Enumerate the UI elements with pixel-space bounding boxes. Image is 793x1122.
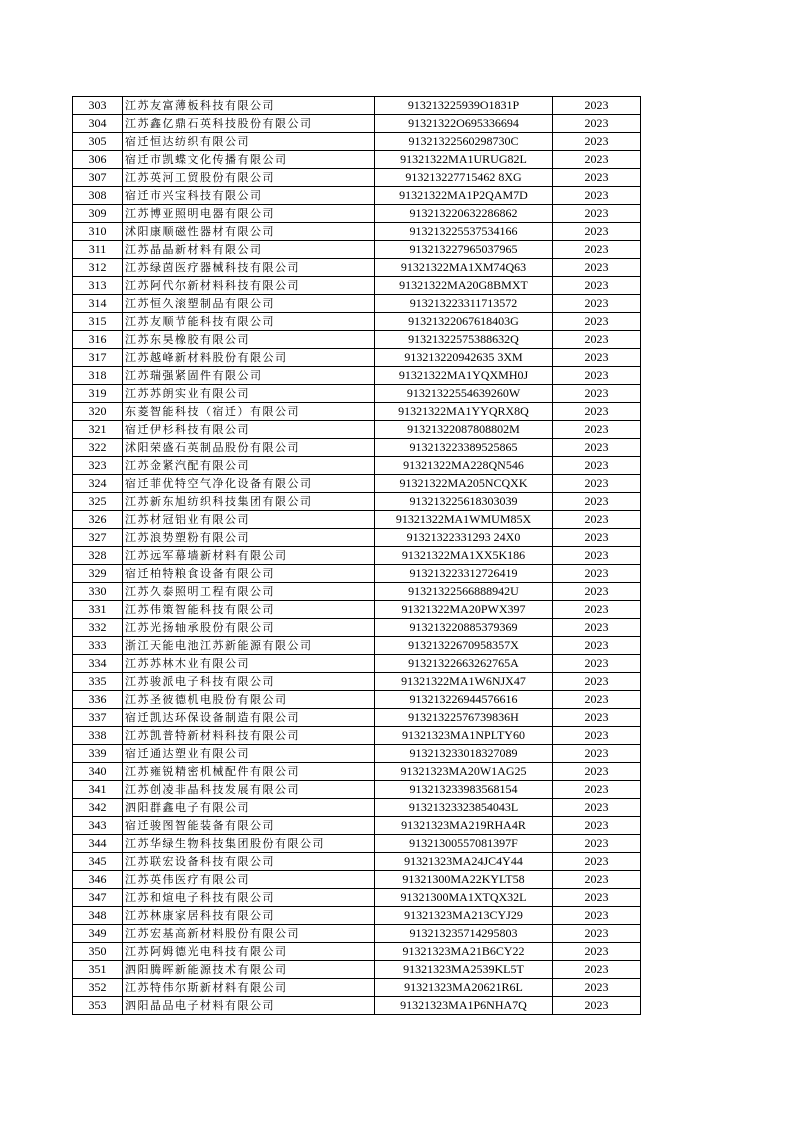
year-cell: 2023 [553,727,641,745]
row-number: 352 [73,979,123,997]
row-number: 308 [73,187,123,205]
credit-code: 913213233018327089 [375,745,553,763]
company-name: 江苏绿茵医疗器械科技有限公司 [123,259,375,277]
year-cell: 2023 [553,421,641,439]
table-row [73,115,641,133]
credit-code: 91321322576739836H [375,709,553,727]
row-number: 322 [73,439,123,457]
table-row [73,853,641,871]
credit-code: 913213220942635 3XM [375,349,553,367]
row-number: 335 [73,673,123,691]
row-number: 336 [73,691,123,709]
company-name: 江苏凯普特新材料科技有限公司 [123,727,375,745]
year-cell: 2023 [553,907,641,925]
company-name: 江苏创凌非晶科技发展有限公司 [123,781,375,799]
row-number: 337 [73,709,123,727]
credit-code: 913213233983568154 [375,781,553,799]
credit-code: 91321300MA22KYLT58 [375,871,553,889]
company-name: 宿迁伊杉科技有限公司 [123,421,375,439]
table-row [73,223,641,241]
credit-code: 91321322MA1P2QAM7D [375,187,553,205]
year-cell: 2023 [553,313,641,331]
table-row [73,511,641,529]
company-name: 江苏苏朗实业有限公司 [123,385,375,403]
company-name: 江苏阿姆德光电科技有限公司 [123,943,375,961]
row-number: 330 [73,583,123,601]
row-number: 312 [73,259,123,277]
credit-code: 91321322O695336694 [375,115,553,133]
year-cell: 2023 [553,529,641,547]
row-number: 303 [73,97,123,115]
row-number: 329 [73,565,123,583]
company-name: 江苏联宏设备科技有限公司 [123,853,375,871]
company-name: 浙江天能电池江苏新能源有限公司 [123,637,375,655]
company-name: 江苏瑞强紧固件有限公司 [123,367,375,385]
table-row [73,889,641,907]
table-row [73,871,641,889]
table-row [73,907,641,925]
company-name: 江苏远军幕墙新材料有限公司 [123,547,375,565]
company-name: 泗阳晶品电子材料有限公司 [123,997,375,1015]
credit-code: 91321323MA21B6CY22 [375,943,553,961]
year-cell: 2023 [553,403,641,421]
company-name: 东菱智能科技（宿迁）有限公司 [123,403,375,421]
company-name: 泗阳群鑫电子有限公司 [123,799,375,817]
row-number: 325 [73,493,123,511]
year-cell: 2023 [553,997,641,1015]
credit-code: 91321322MA1XX5K186 [375,547,553,565]
row-number: 344 [73,835,123,853]
company-name: 江苏伟策智能科技有限公司 [123,601,375,619]
company-name: 江苏苏林木业有限公司 [123,655,375,673]
table-row [73,799,641,817]
row-number: 323 [73,457,123,475]
company-name: 江苏金紧汽配有限公司 [123,457,375,475]
year-cell: 2023 [553,277,641,295]
row-number: 341 [73,781,123,799]
credit-code: 91321323MA20621R6L [375,979,553,997]
credit-code: 913213225618303039 [375,493,553,511]
company-name: 江苏英伟医疗有限公司 [123,871,375,889]
table-row [73,403,641,421]
company-name: 江苏恒久滚塑制品有限公司 [123,295,375,313]
table-row [73,601,641,619]
credit-code: 91321323MA219RHA4R [375,817,553,835]
table-row [73,367,641,385]
table-row [73,583,641,601]
year-cell: 2023 [553,583,641,601]
company-name: 江苏宏基高新材料股份有限公司 [123,925,375,943]
credit-code: 913213235714295803 [375,925,553,943]
year-cell: 2023 [553,835,641,853]
table-row [73,637,641,655]
table-row [73,331,641,349]
credit-code: 91321322560298730C [375,133,553,151]
table-row [73,925,641,943]
table-row [73,475,641,493]
table-row [73,349,641,367]
year-cell: 2023 [553,979,641,997]
table-row [73,241,641,259]
company-name: 宿迁凯达环保设备制造有限公司 [123,709,375,727]
credit-code: 91321323MA20W1AG25 [375,763,553,781]
row-number: 307 [73,169,123,187]
company-name: 江苏久泰照明工程有限公司 [123,583,375,601]
credit-code: 91321322663262765A [375,655,553,673]
credit-code: 91321300557081397F [375,835,553,853]
year-cell: 2023 [553,709,641,727]
credit-code: 91321322MA1URUG82L [375,151,553,169]
year-cell: 2023 [553,223,641,241]
row-number: 311 [73,241,123,259]
company-list-table [72,96,641,1015]
credit-code: 913213225939O1831P [375,97,553,115]
year-cell: 2023 [553,511,641,529]
year-cell: 2023 [553,889,641,907]
table-row [73,205,641,223]
table-row [73,943,641,961]
year-cell: 2023 [553,799,641,817]
year-cell: 2023 [553,871,641,889]
row-number: 350 [73,943,123,961]
table-row [73,817,641,835]
year-cell: 2023 [553,745,641,763]
credit-code: 91321322MA1W6NJX47 [375,673,553,691]
company-name: 宿迁市凯蝶文化传播有限公司 [123,151,375,169]
table-row [73,493,641,511]
row-number: 306 [73,151,123,169]
year-cell: 2023 [553,547,641,565]
year-cell: 2023 [553,385,641,403]
row-number: 319 [73,385,123,403]
row-number: 313 [73,277,123,295]
company-name: 江苏特伟尔斯新材料有限公司 [123,979,375,997]
credit-code: 913213223311713572 [375,295,553,313]
row-number: 309 [73,205,123,223]
table-row [73,709,641,727]
row-number: 314 [73,295,123,313]
year-cell: 2023 [553,655,641,673]
company-name: 江苏晶晶新材料有限公司 [123,241,375,259]
credit-code: 91321322MA1YYQRX8Q [375,403,553,421]
row-number: 310 [73,223,123,241]
company-list-body [73,97,641,1015]
company-name: 江苏鑫亿鼎石英科技股份有限公司 [123,115,375,133]
credit-code: 91321323323854043L [375,799,553,817]
company-name: 江苏浪势塑粉有限公司 [123,529,375,547]
row-number: 338 [73,727,123,745]
table-row [73,727,641,745]
table-row [73,961,641,979]
credit-code: 91321322MA1WMUM85X [375,511,553,529]
company-name: 江苏华绿生物科技集团股份有限公司 [123,835,375,853]
year-cell: 2023 [553,493,641,511]
row-number: 343 [73,817,123,835]
year-cell: 2023 [553,241,641,259]
year-cell: 2023 [553,295,641,313]
company-name: 江苏光扬轴承股份有限公司 [123,619,375,637]
credit-code: 913213223389525865 [375,439,553,457]
credit-code: 913213225537534166 [375,223,553,241]
credit-code: 91321322MA228QN546 [375,457,553,475]
row-number: 304 [73,115,123,133]
table-row [73,313,641,331]
company-name: 江苏和煊电子科技有限公司 [123,889,375,907]
company-name: 江苏友富薄板科技有限公司 [123,97,375,115]
table-row [73,277,641,295]
credit-code: 91321322331293 24X0 [375,529,553,547]
company-name: 江苏新东旭纺织科技集团有限公司 [123,493,375,511]
row-number: 349 [73,925,123,943]
credit-code: 91321300MA1XTQX32L [375,889,553,907]
table-row [73,133,641,151]
table-row [73,187,641,205]
table-row [73,421,641,439]
credit-code: 913213227965037965 [375,241,553,259]
table-row [73,763,641,781]
year-cell: 2023 [553,817,641,835]
credit-code: 91321322MA1XM74Q63 [375,259,553,277]
year-cell: 2023 [553,691,641,709]
row-number: 316 [73,331,123,349]
row-number: 333 [73,637,123,655]
table-row [73,655,641,673]
table-row [73,169,641,187]
year-cell: 2023 [553,97,641,115]
table-row [73,691,641,709]
company-name: 江苏骏派电子科技有限公司 [123,673,375,691]
year-cell: 2023 [553,601,641,619]
year-cell: 2023 [553,205,641,223]
row-number: 346 [73,871,123,889]
credit-code: 91321322087808802M [375,421,553,439]
year-cell: 2023 [553,961,641,979]
company-name: 江苏友顺节能科技有限公司 [123,313,375,331]
row-number: 334 [73,655,123,673]
credit-code: 91321323MA213CYJ29 [375,907,553,925]
year-cell: 2023 [553,151,641,169]
company-name: 江苏雍锐精密机械配件有限公司 [123,763,375,781]
company-name: 宿迁通达塑业有限公司 [123,745,375,763]
year-cell: 2023 [553,187,641,205]
credit-code: 913213226944576616 [375,691,553,709]
row-number: 324 [73,475,123,493]
credit-code: 91321322575388632Q [375,331,553,349]
year-cell: 2023 [553,133,641,151]
credit-code: 91321323MA2539KL5T [375,961,553,979]
year-cell: 2023 [553,619,641,637]
year-cell: 2023 [553,115,641,133]
credit-code: 913213223312726419 [375,565,553,583]
row-number: 318 [73,367,123,385]
row-number: 305 [73,133,123,151]
company-name: 江苏越峰新材料股份有限公司 [123,349,375,367]
credit-code: 91321322670958357X [375,637,553,655]
table-row [73,781,641,799]
credit-code: 91321322067618403G [375,313,553,331]
credit-code: 91321322MA205NCQXK [375,475,553,493]
row-number: 345 [73,853,123,871]
table-row [73,979,641,997]
table-row [73,673,641,691]
year-cell: 2023 [553,637,641,655]
credit-code: 91321322566888942U [375,583,553,601]
credit-code: 91321323MA1NPLTY60 [375,727,553,745]
row-number: 321 [73,421,123,439]
table-row [73,457,641,475]
credit-code: 913213220885379369 [375,619,553,637]
company-name: 沭阳荣盛石英制品股份有限公司 [123,439,375,457]
company-name: 江苏材冠铝业有限公司 [123,511,375,529]
table-row [73,529,641,547]
company-name: 宿迁柏特粮食设备有限公司 [123,565,375,583]
year-cell: 2023 [553,943,641,961]
year-cell: 2023 [553,925,641,943]
year-cell: 2023 [553,853,641,871]
credit-code: 91321322MA1YQXMH0J [375,367,553,385]
row-number: 348 [73,907,123,925]
row-number: 340 [73,763,123,781]
year-cell: 2023 [553,565,641,583]
year-cell: 2023 [553,673,641,691]
year-cell: 2023 [553,457,641,475]
row-number: 331 [73,601,123,619]
table-row [73,259,641,277]
year-cell: 2023 [553,439,641,457]
year-cell: 2023 [553,475,641,493]
row-number: 347 [73,889,123,907]
year-cell: 2023 [553,763,641,781]
company-name: 江苏博亚照明电器有限公司 [123,205,375,223]
row-number: 339 [73,745,123,763]
company-name: 宿迁骏图智能装备有限公司 [123,817,375,835]
table-row [73,745,641,763]
table-row [73,565,641,583]
table-row [73,619,641,637]
credit-code: 91321322MA20G8BMXT [375,277,553,295]
row-number: 328 [73,547,123,565]
year-cell: 2023 [553,169,641,187]
credit-code: 91321322MA20PWX397 [375,601,553,619]
table-row [73,439,641,457]
year-cell: 2023 [553,259,641,277]
company-name: 泗阳腾晖新能源技术有限公司 [123,961,375,979]
table-row [73,547,641,565]
company-name: 江苏阿代尔新材料科技有限公司 [123,277,375,295]
row-number: 320 [73,403,123,421]
company-name: 宿迁恒达纺织有限公司 [123,133,375,151]
credit-code: 913213220632286862 [375,205,553,223]
row-number: 326 [73,511,123,529]
credit-code: 91321323MA1P6NHA7Q [375,997,553,1015]
table-row [73,97,641,115]
year-cell: 2023 [553,349,641,367]
year-cell: 2023 [553,331,641,349]
row-number: 317 [73,349,123,367]
row-number: 353 [73,997,123,1015]
table-row [73,295,641,313]
company-name: 江苏圣彼德机电股份有限公司 [123,691,375,709]
credit-code: 91321323MA24JC4Y44 [375,853,553,871]
table-row [73,385,641,403]
company-name: 江苏东昊橡胶有限公司 [123,331,375,349]
row-number: 315 [73,313,123,331]
table-row [73,997,641,1015]
company-name: 江苏英河工贸股份有限公司 [123,169,375,187]
table-row [73,151,641,169]
company-name: 宿迁菲优特空气净化设备有限公司 [123,475,375,493]
credit-code: 913213227715462 8XG [375,169,553,187]
row-number: 332 [73,619,123,637]
credit-code: 91321322554639260W [375,385,553,403]
row-number: 351 [73,961,123,979]
table-row [73,835,641,853]
year-cell: 2023 [553,781,641,799]
row-number: 327 [73,529,123,547]
row-number: 342 [73,799,123,817]
year-cell: 2023 [553,367,641,385]
company-name: 沭阳康顺磁性器材有限公司 [123,223,375,241]
company-name: 江苏林康家居科技有限公司 [123,907,375,925]
company-name: 宿迁市兴宝科技有限公司 [123,187,375,205]
